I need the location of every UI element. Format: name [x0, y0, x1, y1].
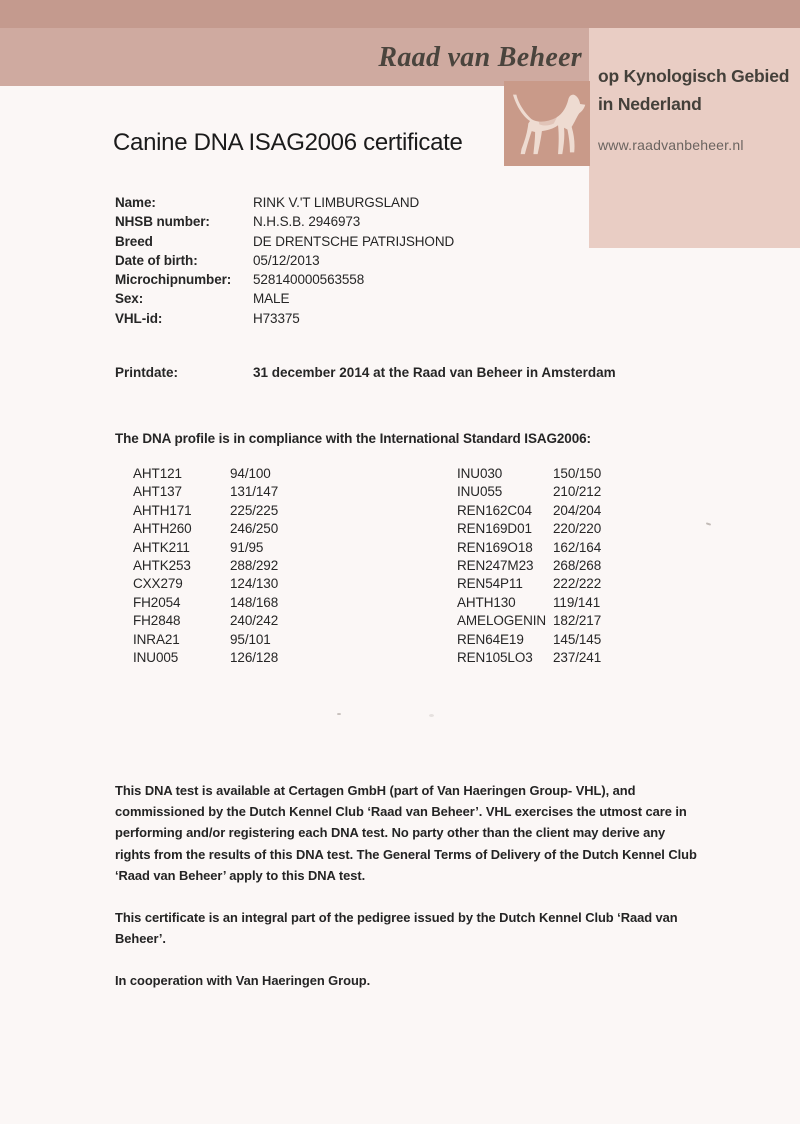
field-value: 05/12/2013 — [253, 252, 320, 268]
field-value: H73375 — [253, 310, 300, 326]
marker-value: 268/268 — [553, 558, 602, 574]
marker-value: 288/292 — [230, 558, 279, 574]
table-row — [133, 631, 278, 649]
table-row — [457, 631, 601, 649]
printdate-label: Printdate: — [115, 365, 179, 380]
marker-name: INU055 — [457, 484, 503, 500]
marker-value: 145/145 — [553, 631, 602, 647]
marker-name: FH2848 — [133, 613, 181, 629]
header-top-band — [0, 0, 800, 28]
marker-value: 182/217 — [553, 613, 602, 629]
marker-name: REN247M23 — [457, 558, 534, 574]
marker-name: INU030 — [457, 466, 503, 481]
org-subtitle-line1: op Kynologisch Gebied — [598, 66, 790, 86]
table-row — [133, 539, 278, 557]
marker-name: REN105LO3 — [457, 650, 533, 666]
brand-title: Raad van Beheer — [378, 42, 582, 73]
marker-value: 222/222 — [553, 576, 602, 592]
table-row — [133, 465, 278, 483]
table-row — [457, 612, 601, 630]
dog-info-block — [115, 193, 454, 328]
table-row — [133, 649, 278, 667]
field-label: Breed — [115, 233, 153, 249]
field-value: MALE — [253, 291, 290, 307]
table-row — [133, 612, 278, 630]
marker-name: AHT137 — [133, 484, 182, 500]
table-row — [457, 557, 601, 575]
field-label: NHSB number: — [115, 214, 210, 230]
field-value: N.H.S.B. 2946973 — [253, 214, 361, 230]
marker-name: FH2054 — [133, 594, 181, 610]
marker-value: 126/128 — [230, 650, 279, 666]
marker-name: AHTH171 — [133, 502, 192, 518]
marker-name: CXX279 — [133, 576, 183, 592]
dna-profile-heading: The DNA profile is in compliance with the International Standard ISAG2006: — [115, 431, 591, 446]
field-value: RINK V.'T LIMBURGSLAND — [253, 195, 420, 210]
table-row — [457, 483, 601, 501]
table-row — [457, 502, 601, 520]
marker-value: 94/100 — [230, 466, 271, 481]
website-text: www.raadvanbeheer.nl — [598, 137, 744, 153]
field-label: Name: — [115, 195, 156, 210]
marker-value: 91/95 — [230, 539, 264, 555]
org-subtitle-line2: in Nederland — [598, 94, 702, 114]
logo-square — [504, 81, 590, 166]
info-row-sex — [115, 289, 454, 308]
marker-value: 148/168 — [230, 594, 279, 610]
table-row — [457, 539, 601, 557]
table-row — [457, 594, 601, 612]
marker-name: REN169D01 — [457, 521, 532, 537]
marker-value: 225/225 — [230, 502, 279, 518]
table-row — [133, 594, 278, 612]
marker-name: AHTK211 — [133, 539, 190, 555]
marker-name: REN54P11 — [457, 576, 523, 592]
printdate-row — [115, 363, 616, 382]
marker-value: 237/241 — [553, 650, 602, 666]
marker-value: 124/130 — [230, 576, 279, 592]
scan-speckle — [337, 713, 341, 715]
marker-value: 119/141 — [553, 594, 601, 610]
field-label: Sex: — [115, 291, 144, 307]
table-row — [133, 520, 278, 538]
info-row-nhsb — [115, 212, 454, 231]
marker-value: 131/147 — [230, 484, 279, 500]
marker-value: 246/250 — [230, 521, 279, 537]
marker-name: REN169O18 — [457, 539, 533, 555]
dog-icon — [504, 81, 590, 166]
marker-name: REN64E19 — [457, 631, 524, 647]
marker-value: 162/164 — [553, 539, 602, 555]
info-row-breed — [115, 232, 454, 251]
field-label: VHL-id: — [115, 310, 163, 326]
printdate-value: 31 december 2014 at the Raad van Beheer in Amsterdam — [253, 365, 616, 380]
document-title: Canine DNA ISAG2006 certificate — [113, 129, 463, 156]
marker-name: AHT121 — [133, 466, 182, 481]
marker-name: AHTH260 — [133, 521, 192, 537]
table-row — [133, 575, 278, 593]
field-value: 528140000563558 — [253, 272, 365, 288]
table-row — [457, 649, 601, 667]
disclaimer-paragraph: This DNA test is available at Certagen GmbH (part of Van Haeringen Group- VHL), and commissioned by the Dutch Kennel Club ‘Raad van Beheer’. VHL exercises the utmost care in performing and/or registering each DNA test. No party other than the client may derive any rights from the results of this DNA test. The General Terms of Delivery of the Dutch Kennel Club ‘Raad van Beheer’ apply to this DNA test. — [115, 783, 697, 883]
field-label: Microchipnumber: — [115, 272, 232, 288]
marker-value: 220/220 — [553, 521, 602, 537]
marker-value: 95/101 — [230, 631, 271, 647]
cooperation-paragraph: In cooperation with Van Haeringen Group. — [115, 973, 371, 989]
marker-name: INU005 — [133, 650, 179, 666]
scan-speckle — [429, 714, 434, 717]
marker-name: AMELOGENIN — [457, 613, 547, 629]
scan-speckle — [706, 522, 711, 525]
table-row — [457, 520, 601, 538]
footer-text-block — [115, 780, 701, 992]
info-row-birthdate — [115, 251, 454, 270]
table-row — [133, 483, 278, 501]
table-row — [457, 465, 601, 483]
marker-value: 210/212 — [553, 484, 602, 500]
table-row — [133, 502, 278, 520]
info-row-microchip — [115, 270, 454, 289]
marker-name: INRA21 — [133, 631, 180, 647]
marker-value: 240/242 — [230, 613, 279, 629]
field-label: Date of birth: — [115, 252, 198, 268]
marker-value: 204/204 — [553, 502, 602, 518]
marker-value: 150/150 — [553, 466, 602, 481]
info-row-name — [115, 193, 454, 212]
marker-name: REN162C04 — [457, 502, 532, 518]
field-value: DE DRENTSCHE PATRIJSHOND — [253, 233, 455, 249]
table-row — [133, 557, 278, 575]
info-row-vhl-id — [115, 309, 454, 328]
pedigree-paragraph: This certificate is an integral part of the pedigree issued by the Dutch Kennel Club ‘Raad van Beheer’. — [115, 910, 678, 947]
dna-table-left-column — [133, 465, 278, 667]
marker-name: AHTK253 — [133, 558, 191, 574]
dna-table-right-column — [457, 465, 601, 667]
table-row — [457, 575, 601, 593]
marker-name: AHTH130 — [457, 594, 516, 610]
